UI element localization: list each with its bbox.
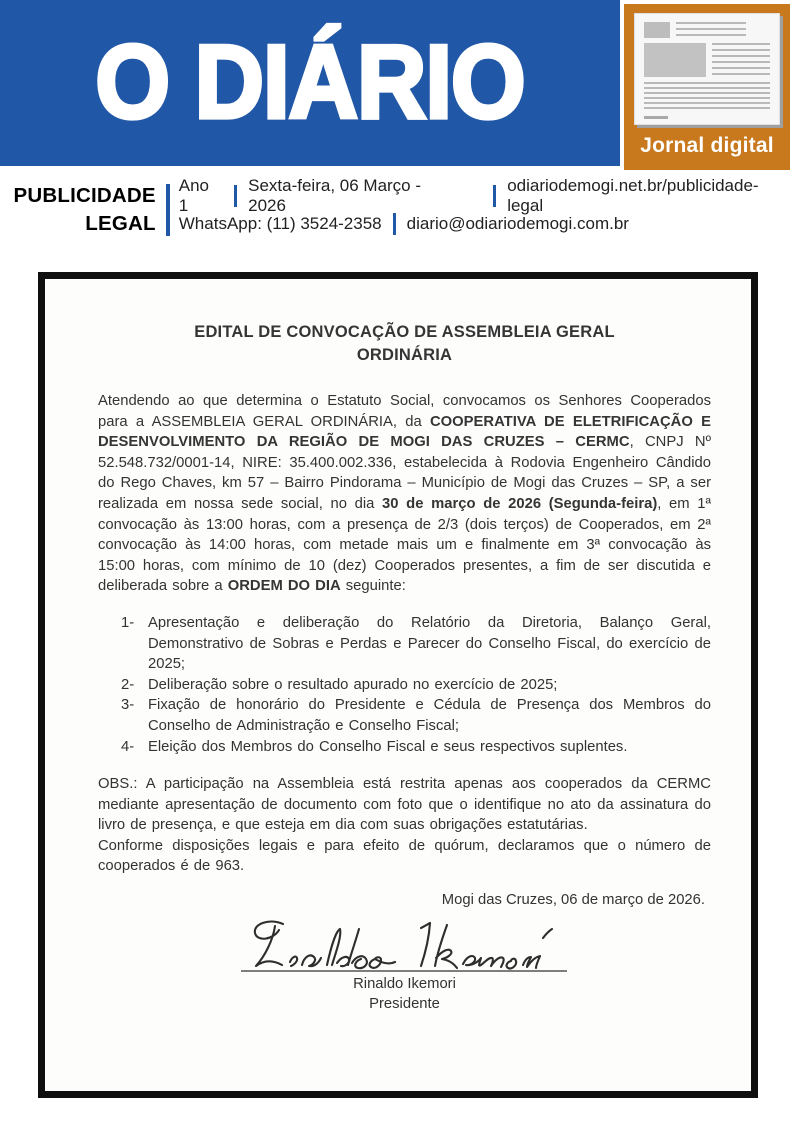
masthead-banner [0,0,620,166]
whatsapp-contact: WhatsApp: (11) 3524-2358 [178,214,382,233]
observation-paragraph: OBS.: A participação na Assembleia está restrita apenas aos cooperados da CERMC mediante apresentação de documento com foto que o identifique no ato da assinatura do livro de presença, e que esteja em dia com suas obrigações estatutárias. [98,776,711,834]
signatory-name: Rinaldo Ikemori [353,976,456,993]
agenda-item-number: 1- [121,614,135,631]
intro-text: , CNPJ Nº 52.548.732/0001-14, NIRE: 35.400.002.336, estabelecida à Rodovia Engenheiro Cândido do Rego Chaves, km 57 – Bairro Pindorama – Município de Mogi das Cruzes – SP, a ser realizada em nossa sede social, no dia [98,434,711,512]
legal-notice-box [38,272,758,1098]
newspaper-icon-textlines [644,82,770,112]
agenda-heading: ORDEM DO DIA [227,578,341,595]
divider [393,213,396,235]
cooperative-name: COOPERATIVA DE ELETRIFICAÇÃO E DESENVOLVIMENTO DA REGIÃO DE MOGI DAS CRUZES – CERMC [98,413,711,451]
edition-info-row-2 [179,210,794,238]
notice-intro-paragraph [98,391,711,597]
newspaper-icon [634,13,780,125]
legal-notice-content [98,321,711,1013]
agenda-item [121,675,711,696]
section-label-line2: LEGAL [85,212,156,235]
notice-title: EDITAL DE CONVOCAÇÃO DE ASSEMBLEIA GERAL ORDINÁRIA [194,323,615,364]
agenda-item [121,737,711,758]
section-label-line1: PUBLICIDADE [13,184,156,207]
agenda-list [98,613,711,757]
divider [166,184,170,236]
intro-text: seguinte: [340,578,406,595]
newspaper-icon-thumb [644,22,670,38]
publication-url: odiariodemogi.net.br/publicidade-legal [507,176,759,215]
edition-date: Sexta-feira, 06 Março - 2026 [248,176,422,215]
agenda-item [121,695,711,736]
agenda-item-number: 2- [121,676,135,693]
digital-edition-badge [624,4,790,170]
email-contact: diario@odiariodemogi.com.br [406,214,629,233]
agenda-item-text: Deliberação sobre o resultado apurado no exercício de 2025; [148,676,558,693]
edition-number: Ano 1 [178,176,210,215]
divider [493,185,496,207]
agenda-item-text: Eleição dos Membros do Conselho Fiscal e seus respectivos suplentes. [148,738,628,755]
agenda-item-number: 4- [121,738,135,755]
quorum-paragraph: Conforme disposições legais e para efeito de quórum, declaramos que o número de cooperados é de 963. [98,837,711,875]
section-label [6,182,156,238]
newspaper-title: O DIÁRIO [95,24,525,141]
intro-text: Atendendo ao que determina o Estatuto Social, convocamos os Senhores Cooperados para a ASSEMBLEIA GERAL ORDINÁRIA, da [98,393,711,430]
agenda-item-text: Apresentação e deliberação do Relatório da Diretoria, Balanço Geral, Demonstrativo de Sobras e Perdas e Parecer do Conselho Fiscal, do exercício de 2025; [148,614,711,673]
newspaper-icon-footer [644,116,668,119]
edition-info [178,176,794,238]
dateline: Mogi das Cruzes, 06 de março de 2026. [441,892,705,909]
agenda-item-number: 3- [121,697,135,714]
agenda-item [121,613,711,675]
edition-info-row-1 [178,176,794,215]
signature-block [235,916,575,1013]
agenda-item-text: Fixação de honorário do Presidente e Cédula de Presença dos Membros do Conselho de Administração e Conselho Fiscal; [148,697,711,734]
handwritten-signature [235,916,575,974]
intro-text: , em 1ª convocação às 13:00 horas, com a presença de 2/3 (dois terços) de Cooperados, em 2ª convocação às 14:00 horas, com metade mais um e finalmente em 3ª convocação às 15:00 horas, com mínimo de 10 (dez) Cooperados presentes, a fim de ser discutida e deliberada sobre a [98,495,711,595]
badge-label: Jornal digital [640,134,774,157]
masthead-strip [6,176,794,238]
signatory-role: Presidente [369,996,440,1013]
assembly-date: 30 de março de 2026 (Segunda-feira) [382,495,658,512]
observations-block [98,774,711,877]
divider [234,185,237,207]
newspaper-icon-photo [644,43,706,77]
